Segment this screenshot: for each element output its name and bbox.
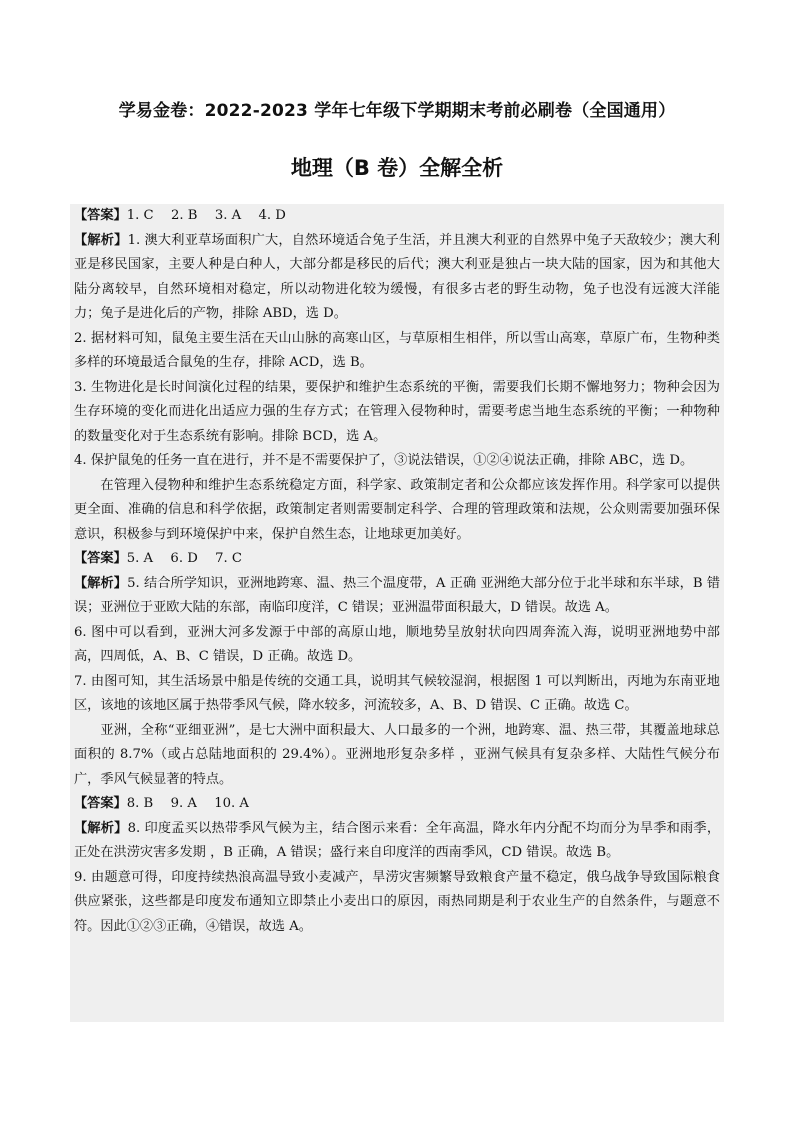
- paragraph: [74, 719, 720, 793]
- paragraph: [74, 449, 720, 474]
- paragraph-tag: 【答案】: [74, 796, 127, 811]
- paragraph-text: 9. 由题意可得，印度持续热浪高温导致小麦减产，旱涝灾害频繁导致粮食产量不稳定，俄乌战争导致国际粮食供应紧张，这些都是印度发布通知立即禁止小麦出口的原因，雨热同期是利于农业生产的自然条件，与题意不符。因此①②③正确，④错误，故选 A。: [74, 869, 720, 934]
- paragraph-text: 1. C 2. B 3. A 4. D: [126, 208, 286, 223]
- document-title: 学易金卷：2022-2023 学年七年级下学期期末考前必刷卷（全国通用）: [118, 101, 676, 121]
- paragraph-text: 在管理入侵物种和维护生态系统稳定方面，科学家、政策制定者和公众都应该发挥作用。科学家可以提供更全面、准确的信息和科学依据，政策制定者则需要制定科学、合理的管理政策和法规，公众则需要加强环保意识，积极参与到环境保护中来，保护自然生态，让地球更加美好。: [74, 477, 720, 542]
- paragraph-text: 8. 印度孟买以热带季风气候为主，结合图示来看：全年高温，降水年内分配不均而分为旱季和雨季，正处在洪涝灾害多发期 ，B 正确，A 错误；盛行来自印度洋的西南季风，CD 错误。故选 B。: [74, 820, 721, 860]
- paragraph-text: 7. 由图可知，其生活场景中船是传统的交通工具，说明其气候较湿润，根据图 1 可以判断出，丙地为东南亚地区，该地的该地区属于热带季风气候，降水较多，河流较多，A、B、D 错误、C 正确。故选 C。: [74, 673, 720, 713]
- paragraph-text: 4. 保护鼠兔的任务一直在进行，并不是不需要保护了，③说法错误，①②④说法正确，排除 ABC，选 D。: [74, 453, 694, 468]
- paragraph-text: 6. 图中可以看到，亚洲大河多发源于中部的高原山地，顺地势呈放射状向四周奔流入海，说明亚洲地势中部高，四周低，A、B、C 错误，D 正确。故选 D。: [74, 624, 720, 664]
- paragraph: [74, 621, 720, 670]
- paragraph-tag: 【解析】: [74, 820, 128, 836]
- paragraph: [74, 866, 720, 940]
- paragraph-text: 亚洲，全称“亚细亚洲”，是七大洲中面积最大、人口最多的一个洲，地跨寒、温、热三带，其覆盖地球总面积的 8.7%（或占总陆地面积的 29.4%）。亚洲地形复杂多样 ，亚洲气候具有复杂多样、大陆性气候分布广，季风气候显著的特点。: [74, 722, 720, 787]
- paragraph: [74, 547, 720, 572]
- paragraph: [74, 327, 720, 376]
- paragraph: [74, 474, 720, 548]
- paragraph: [74, 670, 720, 719]
- paragraph-text: 5. 结合所学知识，亚洲地跨寒、温、热三个温度带，A 正确 亚洲绝大部分位于北半球和东半球，B 错误；亚洲位于亚欧大陆的东部，南临印度洋，C 错误；亚洲温带面积最大，D 错误。故选 A。: [74, 575, 721, 615]
- paragraph: [74, 376, 720, 450]
- paragraph: [74, 229, 720, 327]
- paragraph: [74, 792, 720, 817]
- paragraph: [74, 572, 720, 621]
- paragraph-tag: 【答案】: [74, 208, 127, 223]
- paragraph-text: 5. A 6. D 7. C: [126, 551, 243, 566]
- paragraph-text: 8. B 9. A 10. A: [126, 796, 249, 811]
- answer-explanation-block: [70, 204, 724, 1022]
- document-subtitle: 地理（B 卷）全解全析: [290, 156, 504, 180]
- paragraph: [74, 817, 720, 866]
- paragraph-tag: 【答案】: [74, 551, 127, 566]
- paragraph-tag: 【解析】: [74, 575, 128, 591]
- paragraph: [74, 204, 720, 229]
- paragraph-text: 1. 澳大利亚草场面积广大，自然环境适合兔子生活，并且澳大利亚的自然界中兔子天敌较少；澳大利亚是移民国家，主要人种是白种人，大部分都是移民的后代；澳大利亚是独占一块大陆的国家，因为和其他大陆分离较早，自然环境相对稳定，所以动物进化较为缓慢，有很多古老的野生动物，兔子也没有远渡大洋能力；兔子是进化后的产物，排除 ABD，选 D。: [74, 232, 721, 321]
- paragraph-tag: 【解析】: [74, 232, 128, 248]
- paragraph-text: 3. 生物进化是长时间演化过程的结果，要保护和维护生态系统的平衡，需要我们长期不懈地努力；物种会因为生存环境的变化而进化出适应力强的生存方式；在管理入侵物种时，需要考虑当地生态系统的平衡；一种物种的数量变化对于生态系统有影响。排除 BCD，选 A。: [74, 379, 720, 444]
- paragraph-text: 2. 据材料可知，鼠兔主要生活在天山山脉的高寒山区，与草原相生相伴，所以雪山高寒，草原广布，生物种类多样的环境最适合鼠兔的生存，排除 ACD，选 B。: [74, 330, 720, 370]
